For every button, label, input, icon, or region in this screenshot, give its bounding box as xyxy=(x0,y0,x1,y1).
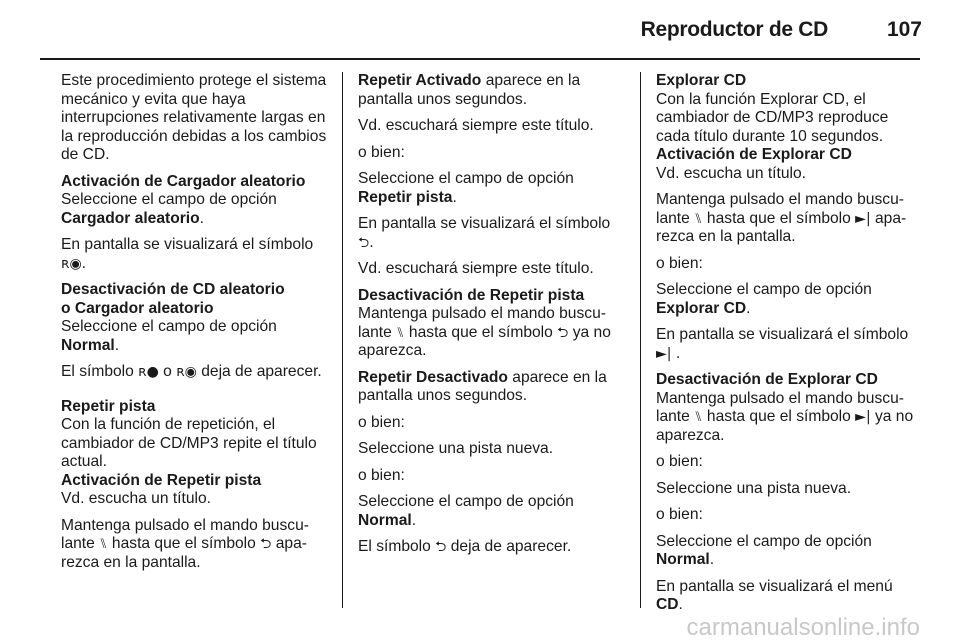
heading-scan: Explorar CD xyxy=(656,72,747,89)
paragraph: En pantalla se visualizará el símbolo ʀ◉. xyxy=(61,236,314,272)
repeat-icon: ⮌ xyxy=(435,539,447,555)
paragraph: Seleccione una pista nueva. xyxy=(358,440,554,457)
scan-icon: ►| xyxy=(855,409,871,425)
paragraph: Repetir Desactivado aparece en la pantalla unos segundos. xyxy=(358,368,607,404)
repeat-icon: ⮌ xyxy=(557,324,569,341)
paragraph: Seleccione el campo de opción Repetir pista. xyxy=(358,170,574,206)
paragraph: Mantenga pulsado el mando buscu-lante ⑊ hasta que el símbolo ⮌ ya no aparezca. xyxy=(358,305,611,359)
paragraph: Con la función de repetición, el cambiador de CD/MP3 repite el título actual. xyxy=(61,416,317,470)
repeat-icon: ⮌. xyxy=(358,234,374,251)
option-name: Normal xyxy=(358,511,412,529)
paragraph: o bien: xyxy=(358,143,405,161)
paragraph: Seleccione el campo de opción Cargador aleatorio. xyxy=(61,191,277,227)
paragraph: El símbolo ʀ● o ʀ◉ deja de aparecer. xyxy=(61,363,322,380)
knob-icon: ⑊ xyxy=(694,210,703,227)
option-name: CD xyxy=(656,596,679,613)
random-icon: ʀ● xyxy=(138,364,159,380)
heading-activate-random: Activación de Cargador aleatorio xyxy=(61,172,306,190)
paragraph: o bien: xyxy=(656,453,703,470)
paragraph: Mantenga pulsado el mando buscu-lante ⑊ hasta que el símbolo ►| apa-rezca en la pantalla. xyxy=(656,191,907,245)
option-name: Explorar CD xyxy=(656,299,747,317)
paragraph: o bien: xyxy=(656,506,703,523)
heading-deactivate-random-cont: o Cargador aleatorio xyxy=(61,299,214,317)
column-2 xyxy=(358,72,628,565)
paragraph: Repetir Activado aparece en la pantalla unos segundos. xyxy=(358,72,581,108)
paragraph: o bien: xyxy=(358,413,405,431)
paragraph: Seleccione el campo de opción Normal. xyxy=(61,318,277,354)
paragraph: El símbolo ⮌ deja de aparecer. xyxy=(358,538,572,555)
scan-icon: ►| xyxy=(855,210,871,227)
option-name: Cargador aleatorio xyxy=(61,209,200,227)
paragraph: Seleccione el campo de opción Normal. xyxy=(358,493,574,529)
page-header xyxy=(0,0,960,58)
heading-activate-repeat: Activación de Repetir pista xyxy=(61,471,262,489)
paragraph: Vd. escuchará siempre este título. xyxy=(358,117,594,134)
paragraph: En pantalla se visualizará el símbolo ⮌. xyxy=(358,215,611,251)
page-number: 107 xyxy=(886,18,922,41)
heading-activate-scan: Activación de Explorar CD xyxy=(656,146,852,163)
watermark: carmanualsonline.info xyxy=(686,614,920,641)
option-name: Normal xyxy=(61,336,115,354)
repeat-icon: ⮌ xyxy=(260,536,272,552)
scan-icon: ►| . xyxy=(656,345,681,362)
paragraph: Seleccione una pista nueva. xyxy=(656,479,852,497)
column-divider xyxy=(640,72,641,608)
paragraph: Mantenga pulsado el mando buscu-lante ⑊ hasta que el símbolo ⮌ apa-rezca en la pantalla. xyxy=(61,516,309,571)
column-3 xyxy=(656,72,924,623)
paragraph: Vd. escucha un título. xyxy=(61,490,211,507)
paragraph: Mantenga pulsado el mando buscu-lante ⑊ hasta que el símbolo ►| ya no aparezca. xyxy=(656,389,914,444)
option-name: Normal xyxy=(656,551,710,568)
column-divider xyxy=(342,72,343,608)
paragraph: Seleccione el campo de opción Explorar CD. xyxy=(656,281,872,317)
knob-icon: ⑊ xyxy=(396,324,405,341)
paragraph: En pantalla se visualizará el símbolo ►| . xyxy=(656,326,909,362)
column-1 xyxy=(61,72,329,580)
paragraph: En pantalla se visualizará el menú CD. xyxy=(656,577,893,613)
status-text: Repetir Desactivado xyxy=(358,368,508,386)
paragraph: o bien: xyxy=(358,466,405,484)
random-all-icon: ʀ◉. xyxy=(61,255,87,272)
intro-paragraph: Este procedimiento protege el sistema mecánico y evita que haya interrupciones relativamente largas en la reproducción debidas a los cambios de CD. xyxy=(61,72,327,163)
page-title: Reproductor de CD xyxy=(640,18,828,41)
heading-deactivate-repeat: Desactivación de Repetir pista xyxy=(358,286,585,304)
knob-icon: ⑊ xyxy=(99,536,108,552)
heading-repeat: Repetir pista xyxy=(61,397,156,415)
paragraph: Con la función Explorar CD, el cambiador de CD/MP3 reproduce cada título durante 10 segundos. xyxy=(656,90,889,145)
paragraph: Seleccione el campo de opción Normal. xyxy=(656,532,872,568)
status-text: Repetir Activado xyxy=(358,72,482,89)
heading-deactivate-random: Desactivación de CD aleatorio xyxy=(61,281,285,298)
paragraph: Vd. escuchará siempre este título. xyxy=(358,260,594,277)
heading-deactivate-scan: Desactivación de Explorar CD xyxy=(656,371,878,388)
paragraph: o bien: xyxy=(656,254,703,272)
knob-icon: ⑊ xyxy=(694,409,703,425)
option-name: Repetir pista xyxy=(358,188,453,206)
random-all-icon: ʀ◉ xyxy=(176,364,197,380)
paragraph: Vd. escucha un título. xyxy=(656,164,806,182)
header-rule xyxy=(40,58,920,60)
